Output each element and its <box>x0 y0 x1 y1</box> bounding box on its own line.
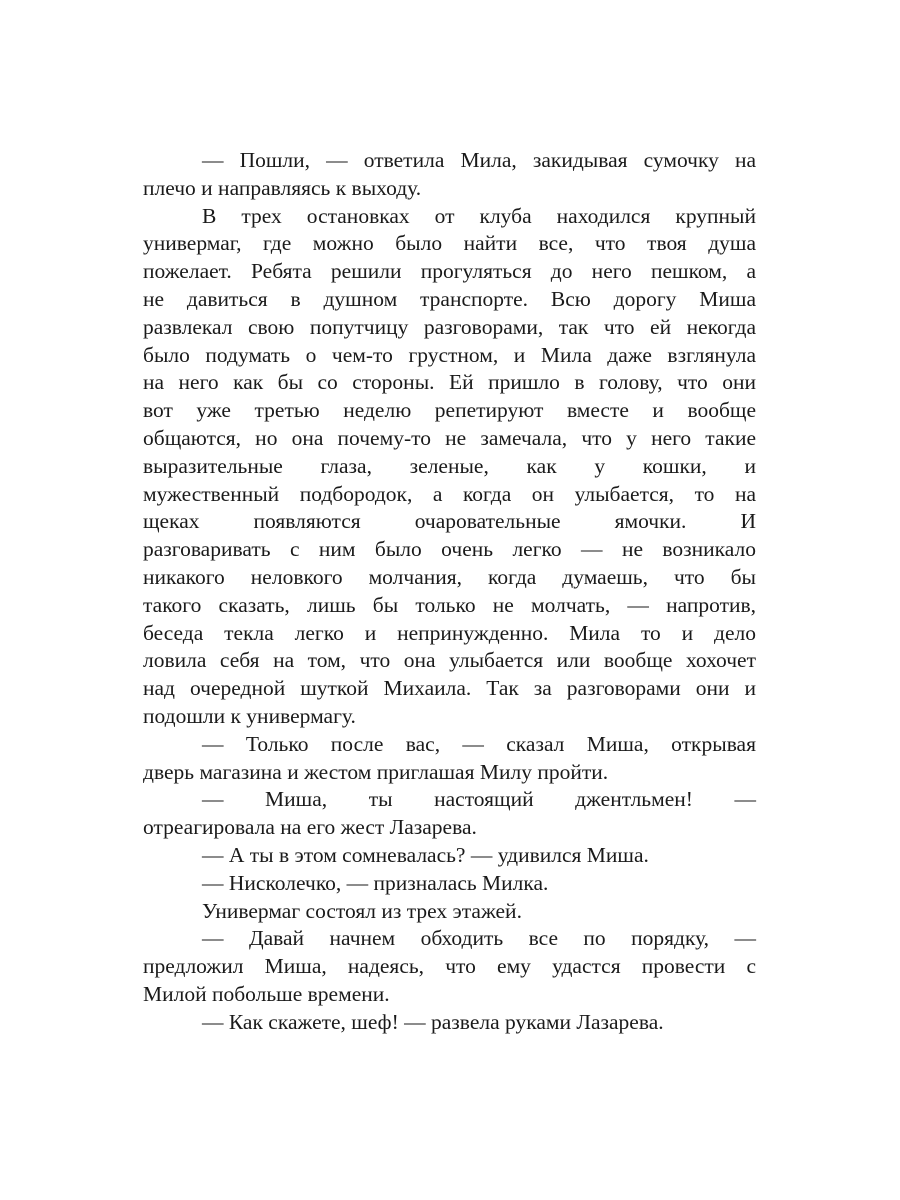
text-line: предложил Миша, надеясь, что ему удастся провести с <box>143 954 756 979</box>
text-line: пожелает. Ребята решили прогуляться до него пешком, а <box>143 259 756 284</box>
text-line: — Пошли, — ответила Мила, закидывая сумочку на <box>202 148 756 172</box>
text-line: выразительные глаза, зеленые, как у кошки, и <box>143 453 756 478</box>
text-line: подошли к универмагу. <box>143 703 356 728</box>
text-line: В трех остановках от клуба находился крупный <box>202 203 756 228</box>
text-line: дверь магазина и жестом приглашая Милу пройти. <box>143 759 609 784</box>
page-text <box>143 147 756 1037</box>
text-line: разговаривать с ним было очень легко — не возникало <box>143 537 756 562</box>
text-line: щеках появляются очаровательные ямочки. И <box>143 509 756 534</box>
text-line: общаются, но она почему-то не замечала, что у него такие <box>143 425 756 450</box>
text-line: Милой побольше времени. <box>143 981 390 1006</box>
text-line: — Только после вас, — сказал Миша, открывая <box>202 731 756 756</box>
text-line: — Нисколечко, — призналась Милка. <box>202 870 549 895</box>
text-line: отреагировала на его жест Лазарева. <box>143 815 477 840</box>
text-line: — Миша, ты настоящий джентльмен! — <box>202 787 756 812</box>
text-line: — А ты в этом сомневалась? — удивился Миша. <box>202 842 649 867</box>
text-line: Универмаг состоял из трех этажей. <box>202 898 522 923</box>
text-line: такого сказать, лишь бы только не молчать, — напротив, <box>143 592 756 617</box>
text-line: — Как скажете, шеф! — развела руками Лазарева. <box>202 1009 664 1034</box>
text-line: развлекал свою попутчицу разговорами, так что ей некогда <box>143 314 756 339</box>
text-line: на него как бы со стороны. Ей пришло в голову, что они <box>143 370 756 395</box>
text-line: мужественный подбородок, а когда он улыбается, то на <box>143 481 756 506</box>
text-line: не давиться в душном транспорте. Всю дорогу Миша <box>143 286 756 311</box>
text-line: беседа текла легко и непринужденно. Мила то и дело <box>143 620 756 645</box>
text-line: плечо и направляясь к выходу. <box>143 175 422 200</box>
text-line: универмаг, где можно было найти все, что твоя душа <box>143 231 756 256</box>
text-line: над очередной шуткой Михаила. Так за разговорами они и <box>143 676 756 701</box>
text-line: ловила себя на том, что она улыбается или вообще хохочет <box>143 648 756 673</box>
text-line: было подумать о чем-то грустном, и Мила даже взглянула <box>143 342 756 367</box>
text-line: вот уже третью неделю репетируют вместе и вообще <box>143 398 756 423</box>
text-line: — Давай начнем обходить все по порядку, — <box>202 926 756 951</box>
text-line: никакого неловкого молчания, когда думаешь, что бы <box>143 564 756 589</box>
